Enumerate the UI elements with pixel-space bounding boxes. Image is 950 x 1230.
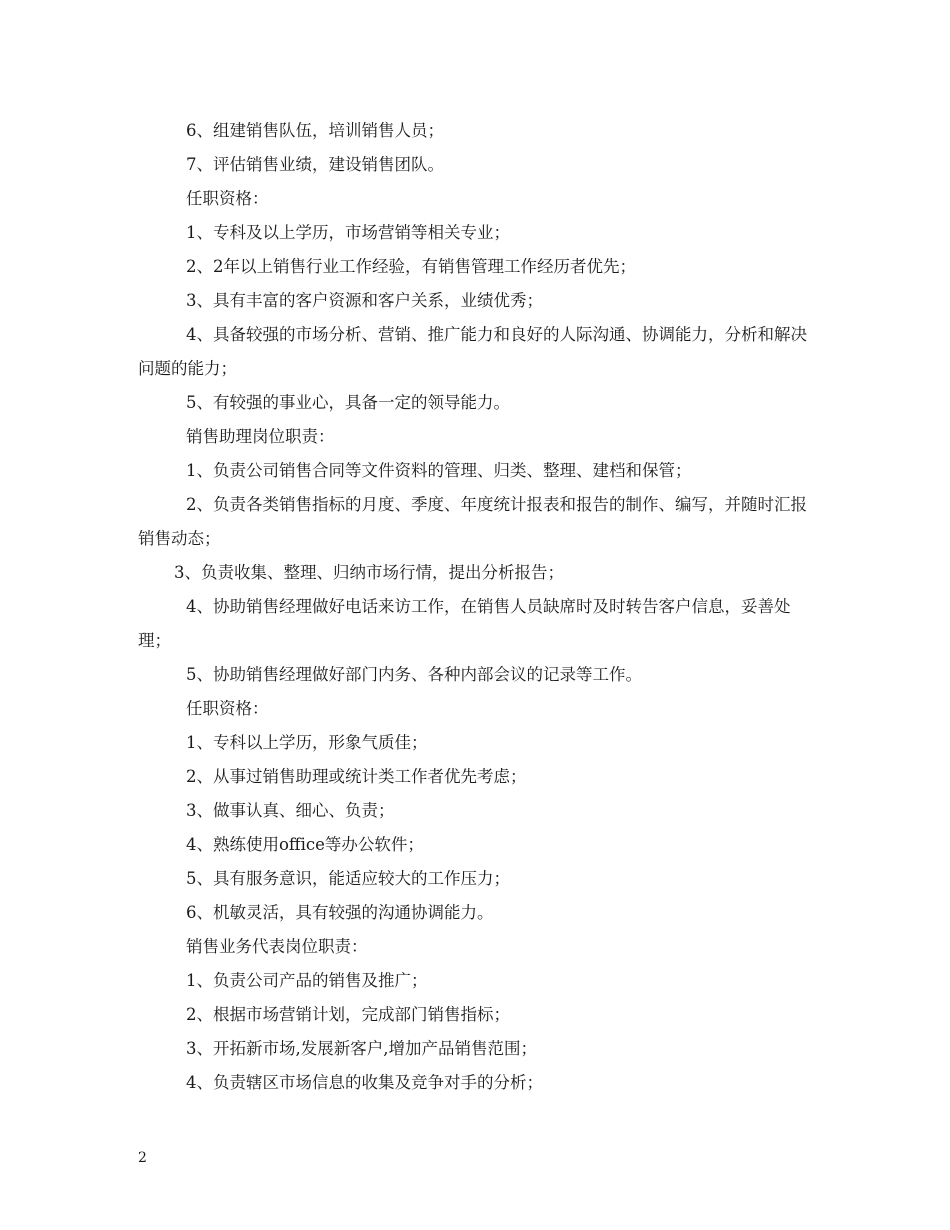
paragraph: 5、具有服务意识，能适应较大的工作压力； — [186, 869, 510, 888]
paragraph: 1、专科以上学历，形象气质佳； — [186, 733, 428, 752]
paragraph: 2、2年以上销售行业工作经验，有销售管理工作经历者优先； — [186, 257, 636, 276]
page-number: 2 — [138, 1150, 147, 1166]
section-heading: 销售业务代表岗位职责： — [186, 937, 368, 956]
paragraph: 3、负责收集、整理、归纳市场行情，提出分析报告； — [174, 563, 564, 582]
paragraph: 3、做事认真、细心、负责； — [186, 801, 395, 820]
paragraph: 4、具备较强的市场分析、营销、推广能力和良好的人际沟通、协调能力，分析和解决问题的能力； — [138, 325, 807, 378]
section-heading: 任职资格： — [186, 699, 269, 718]
paragraph: 1、负责公司销售合同等文件资料的管理、归类、整理、建档和保管； — [186, 461, 692, 480]
paragraph: 3、具有丰富的客户资源和客户关系，业绩优秀； — [186, 291, 543, 310]
paragraph: 6、机敏灵活，具有较强的沟通协调能力。 — [186, 903, 494, 922]
section-heading: 任职资格： — [186, 189, 269, 208]
paragraph: 1、专科及以上学历，市场营销等相关专业； — [186, 223, 510, 242]
paragraph: 6、组建销售队伍，培训销售人员； — [186, 121, 444, 140]
paragraph: 1、负责公司产品的销售及推广； — [186, 971, 428, 990]
paragraph: 2、从事过销售助理或统计类工作者优先考虑； — [186, 767, 527, 786]
paragraph: 4、协助销售经理做好电话来访工作，在销售人员缺席时及时转告客户信息，妥善处理； — [138, 597, 791, 650]
paragraph: 5、有较强的事业心，具备一定的领导能力。 — [186, 393, 510, 412]
paragraph: 3、开拓新市场,发展新客户,增加产品销售范围； — [186, 1039, 537, 1058]
paragraph: 2、根据市场营销计划，完成部门销售指标； — [186, 1005, 510, 1024]
paragraph: 7、评估销售业绩，建设销售团队。 — [186, 155, 444, 174]
section-heading: 销售助理岗位职责： — [186, 427, 335, 446]
paragraph: 4、熟练使用office等办公软件； — [186, 835, 424, 854]
paragraph: 2、负责各类销售指标的月度、季度、年度统计报表和报告的制作、编写，并随时汇报销售动态； — [138, 495, 807, 548]
paragraph: 5、协助销售经理做好部门内务、各种内部会议的记录等工作。 — [186, 665, 642, 684]
document-body — [138, 114, 818, 1100]
paragraph: 4、负责辖区市场信息的收集及竞争对手的分析； — [186, 1073, 543, 1092]
